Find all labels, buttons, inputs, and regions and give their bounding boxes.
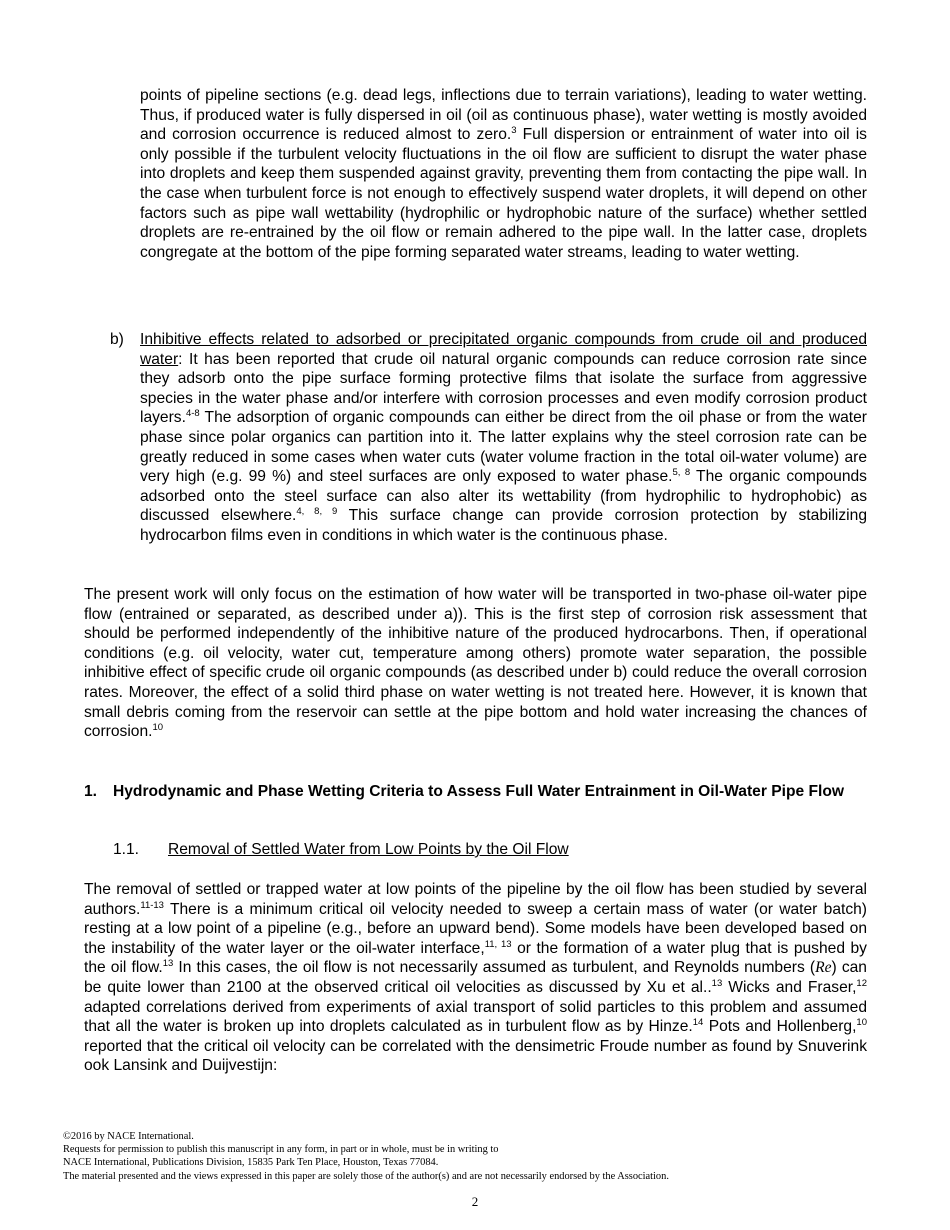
footer-line: ©2016 by NACE International. <box>63 1131 194 1142</box>
text-run: In this cases, the oil flow is not necessarily assumed as turbulent, and Reynolds numbers ( <box>173 959 816 977</box>
paragraph-item-a-continued <box>140 86 867 262</box>
citation-superscript: 4, 8, 9 <box>296 506 338 518</box>
citation-superscript: 4-8 <box>185 408 200 420</box>
text-run: The present work will only focus on the estimation of how water will be transported in two-phase oil-water pipe flow (entrained or separated, as described under a)). This is the first step of corrosion risk assessment that should be performed independently of the inhibitive nature of the produced hydrocarbons. Then, if operational conditions (e.g. oil velocity, water cut, temperature among others) promote water separation, the possible inhibitive effect of specific crude oil organic compounds (as described under b) could reduce the overall corrosion rates. Moreover, the effect of a solid third phase on water wetting is not treated here. However, it is known that small debris coming from the reservoir can settle at the pipe bottom and hold water increasing the chances of corrosion. <box>84 586 867 741</box>
paragraph-scope <box>84 585 867 742</box>
text-run: : It has been reported that crude oil natural organic compounds can reduce corrosion rate since they adsorb onto the pipe surface forming protective films that isolate the surface from aggressive species in the water phase and/or interfere with corrosion processes and even modify corrosion product layers. <box>140 350 867 427</box>
section-title: Hydrodynamic and Phase Wetting Criteria to Assess Full Water Entrainment in Oil-Water Pipe Flow <box>113 783 845 800</box>
copyright-footer <box>63 1130 669 1183</box>
text-run: Wicks and Fraser, <box>722 978 857 996</box>
text-run: There is a minimum critical oil velocity needed to sweep a certain mass of water (or water batch) resting at a low point of a pipeline (e.g., before an upward bend). Some models have been developed based on the instability of the water layer or the oil-water interface, <box>84 900 867 957</box>
text-run: The adsorption of organic compounds can either be direct from the oil phase or from the water phase since polar organics can partition into it. The latter explains why the steel corrosion rate can be greatly reduced in some cases when water cuts (water volume fraction in the total oil-water volume) are very high (e.g. 99 %) and steel surfaces are only exposed to water phase. <box>140 409 867 486</box>
underlined-heading-text: Inhibitive effects related to adsorbed or precipitated organic compounds from crude oil and produced water <box>140 331 867 368</box>
text-run: The removal of settled or trapped water at low points of the pipeline by the oil flow has been studied by several authors. <box>84 881 867 918</box>
section-number: 1. <box>84 783 98 800</box>
citation-superscript: 13 <box>711 977 723 989</box>
citation-superscript: 14 <box>692 1017 704 1029</box>
text-run: ) can be quite lower than 2100 at the observed critical oil velocities as discussed by Xu et al.. <box>84 959 867 996</box>
citation-superscript: 13 <box>162 958 174 970</box>
text-run: Full dispersion or entrainment of water into oil is only possible if the turbulent velocity fluctuations in the oil flow are sufficient to disrupt the water phase into droplets and keep them suspended against gravity, preventing them from contacting the pipe wall. In the case when turbulent force is not enough to effectively suspend water droplets, it will depend on other factors such as pipe wall wettability (hydrophilic or hydrophobic nature of the surface) whether settled droplets are re-entrained by the oil flow or remain adhered to the pipe wall. In the latter case, droplets congregate at the bottom of the pipe forming separated water streams, leading to water wetting. <box>140 126 867 261</box>
text-run: Pots and Hollenberg, <box>703 1018 857 1036</box>
citation-superscript: 10 <box>152 722 164 734</box>
text-run: The organic compounds adsorbed onto the steel surface can also alter its wettability (from hydrophilic to hydrophobic) as discussed elsewhere. <box>140 468 867 525</box>
citation-superscript: 3 <box>511 125 517 137</box>
paragraph-item-b <box>140 330 867 546</box>
citation-superscript: 12 <box>856 977 867 989</box>
text-run: This surface change can provide corrosion protection by stabilizing hydrocarbon films even in conditions in which water is the continuous phase. <box>140 507 867 544</box>
citation-superscript: 5, 8 <box>672 467 691 479</box>
page-number: 2 <box>471 1194 479 1209</box>
subsection-title: Removal of Settled Water from Low Points by the Oil Flow <box>168 841 569 858</box>
paragraph-settled-water <box>84 880 867 1076</box>
citation-superscript: 11, 13 <box>484 938 512 950</box>
text-run: or the formation of a water plug that is pushed by the oil flow. <box>84 939 867 977</box>
footer-line: The material presented and the views expressed in this paper are solely those of the author(s) and are not necessarily endorsed by the Association. <box>63 1170 669 1182</box>
text-run: adapted correlations derived from experiments of axial transport of solid particles to this problem and assumed that all the water is broken up into droplets calculated as in turbulent flow as by Hinze. <box>84 998 867 1036</box>
section-heading-1 <box>84 782 867 802</box>
math-symbol: Re <box>815 959 832 977</box>
list-marker-b: b) <box>110 331 124 348</box>
text-run: reported that the critical oil velocity can be correlated with the densimetric Froude number as found by Snuverink ook Lansink and Duijvestijn: <box>84 1037 867 1075</box>
text-run: points of pipeline sections (e.g. dead legs, inflections due to terrain variations), leading to water wetting. Thus, if produced water is fully dispersed in oil (oil as continuous phase), water wetting is mostly avoided and corrosion occurrence is reduced almost to zero. <box>140 87 867 144</box>
footer-line: NACE International, Publications Division, 15835 Park Ten Place, Houston, Texas 77084. <box>63 1157 439 1169</box>
subsection-number: 1.1. <box>113 841 140 858</box>
footer-line: Requests for permission to publish this manuscript in any form, in part or in whole, must be in writing to <box>63 1144 499 1156</box>
citation-superscript: 11-13 <box>140 899 164 911</box>
citation-superscript: 10 <box>856 1017 867 1029</box>
subsection-heading-1-1 <box>113 840 569 860</box>
